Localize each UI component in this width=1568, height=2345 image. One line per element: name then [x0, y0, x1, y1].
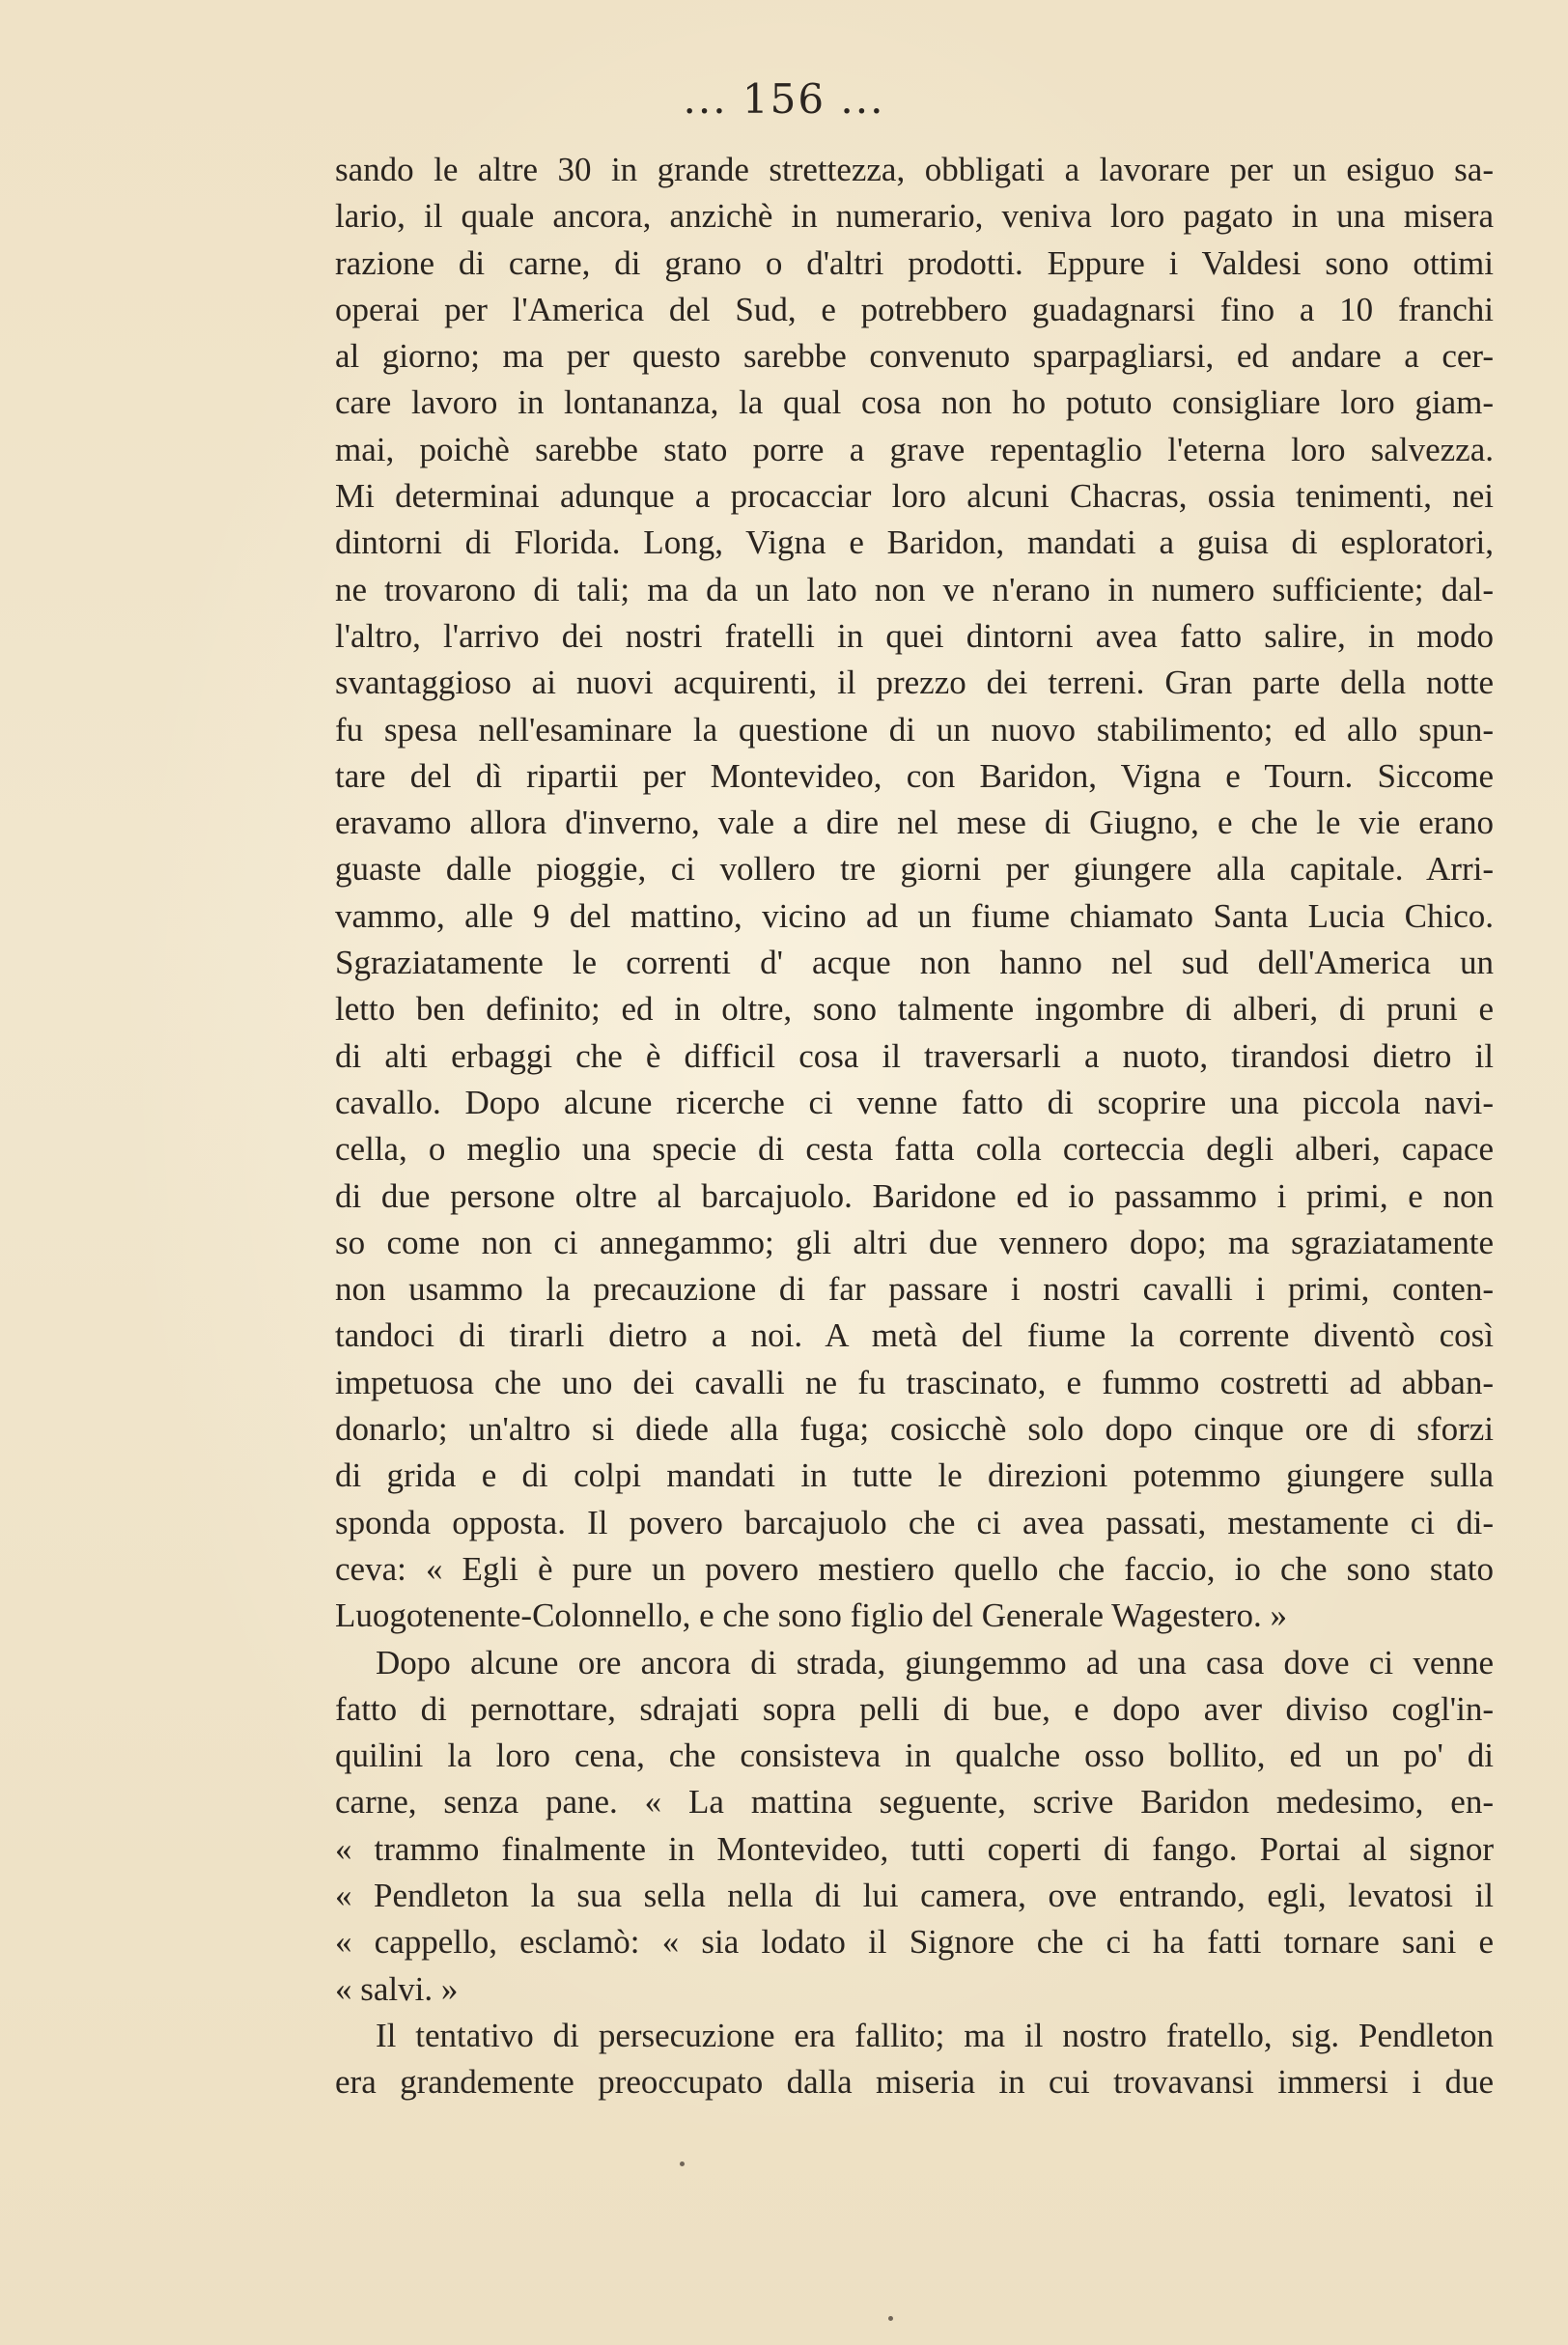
text-line: operai per l'America del Sud, e potrebbero guadagnarsi fino a 10 franchi — [335, 290, 1494, 328]
text-line: « trammo finalmente in Montevideo, tutti coperti di fango. Portai al signor — [335, 1829, 1494, 1868]
text-line: donarlo; un'altro si diede alla fuga; cosicchè solo dopo cinque ore di sforzi — [335, 1410, 1494, 1449]
text-line: sando le altre 30 in grande strettezza, obbligati a lavorare per un esiguo sa- — [335, 151, 1494, 188]
text-line: di grida e di colpi mandati in tutte le direzioni potemmo giungere sulla — [335, 1456, 1494, 1495]
text-line: cavallo. Dopo alcune ricerche ci venne fatto di scoprire una piccola navi- — [335, 1083, 1494, 1121]
text-line: « cappello, esclamò: « sia lodato il Signore che ci ha fatti tornare sani e — [335, 1923, 1494, 1962]
text-line: di due persone oltre al barcajuolo. Baridone ed io passammo i primi, e non — [335, 1176, 1494, 1215]
text-line: l'altro, l'arrivo dei nostri fratelli in quei dintorni avea fatto salire, in modo — [335, 616, 1494, 655]
text-line: cella, o meglio una specie di cesta fatta colla corteccia degli alberi, capace — [335, 1130, 1494, 1169]
text-line: impetuosa che uno dei cavalli ne fu trascinato, e fummo costretti ad abban- — [335, 1363, 1494, 1401]
text-line: « Pendleton la sua sella nella di lui camera, ove entrando, egli, levatosi il — [335, 1876, 1494, 1914]
text-line: vammo, alle 9 del mattino, vicino ad un fiume chiamato Santa Lucia Chico. — [335, 896, 1494, 935]
text-line: lario, il quale ancora, anzichè in numerario, veniva loro pagato in una misera — [335, 197, 1494, 236]
text-line: dintorni di Florida. Long, Vigna e Baridon, mandati a guisa di esploratori, — [335, 523, 1494, 562]
text-line: tare del dì ripartii per Montevideo, con Baridon, Vigna e Tourn. Siccome — [335, 756, 1494, 795]
text-line: carne, senza pane. « La mattina seguente, scrive Baridon medesimo, en- — [335, 1783, 1494, 1822]
text-line: svantaggioso ai nuovi acquirenti, il prezzo dei terreni. Gran parte della notte — [335, 664, 1494, 702]
text-line: so come non ci annegammo; gli altri due vennero dopo; ma sgraziatamente — [335, 1223, 1494, 1261]
text-line: di alti erbaggi che è difficil cosa il traversarli a nuoto, tirandosi dietro il — [335, 1036, 1494, 1075]
text-line: Mi determinai adunque a procacciar loro alcuni Chacras, ossia tenimenti, nei — [335, 477, 1494, 516]
text-line: fu spesa nell'esaminare la questione di un nuovo stabilimento; ed allo spun- — [335, 710, 1494, 749]
text-line: mai, poichè sarebbe stato porre a grave repentaglio l'eterna loro salvezza. — [335, 430, 1494, 468]
text-line: Il tentativo di persecuzione era fallito; ma il nostro fratello, sig. Pendleton — [376, 2016, 1494, 2054]
text-line: non usammo la precauzione di far passare i nostri cavalli i primi, conten- — [335, 1270, 1494, 1309]
text-line: quilini la loro cena, che consisteva in qualche osso bollito, ed un po' di — [335, 1737, 1494, 1775]
text-line: sponda opposta. Il povero barcajuolo che ci avea passati, mestamente ci di- — [335, 1503, 1494, 1541]
text-line: al giorno; ma per questo sarebbe convenuto sparpagliarsi, ed andare a cer- — [335, 337, 1494, 376]
body-text — [335, 147, 1494, 2105]
text-line: ceva: « Egli è pure un povero mestiero quello che faccio, io che sono stato — [335, 1549, 1494, 1588]
ink-speck — [680, 2161, 685, 2166]
text-line: ne trovarono di tali; ma da un lato non ve n'erano in numero sufficiente; dal- — [335, 570, 1494, 608]
text-line: Dopo alcune ore ancora di strada, giungemmo ad una casa dove ci venne — [376, 1643, 1494, 1681]
text-line: eravamo allora d'inverno, vale a dire nel mese di Giugno, e che le vie erano — [335, 804, 1494, 842]
text-line: care lavoro in lontananza, la qual cosa non ho potuto consigliare loro giam- — [335, 383, 1494, 422]
text-line: letto ben definito; ed in oltre, sono talmente ingombre di alberi, di pruni e — [335, 990, 1494, 1029]
text-line: razione di carne, di grano o d'altri prodotti. Eppure i Valdesi sono ottimi — [335, 243, 1494, 282]
text-line: era grandemente preoccupato dalla miseria in cui trovavansi immersi i due — [335, 2063, 1494, 2102]
ink-speck — [888, 2316, 893, 2321]
text-line: guaste dalle pioggie, ci vollero tre giorni per giungere alla capitale. Arri- — [335, 850, 1494, 889]
text-line: fatto di pernottare, sdrajati sopra pelli di bue, e dopo aver diviso cogl'in- — [335, 1689, 1494, 1728]
text-line: tandoci di tirarli dietro a noi. A metà del fiume la corrente diventò così — [335, 1316, 1494, 1355]
page-number: ... 156 ... — [683, 75, 885, 123]
text-line: Sgraziatamente le correnti d' acque non hanno nel sud dell'America un — [335, 944, 1494, 982]
text-line: « salvi. » — [335, 1969, 459, 2008]
text-line: Luogotenente-Colonnello, e che sono figlio del Generale Wagestero. » — [335, 1596, 1287, 1635]
